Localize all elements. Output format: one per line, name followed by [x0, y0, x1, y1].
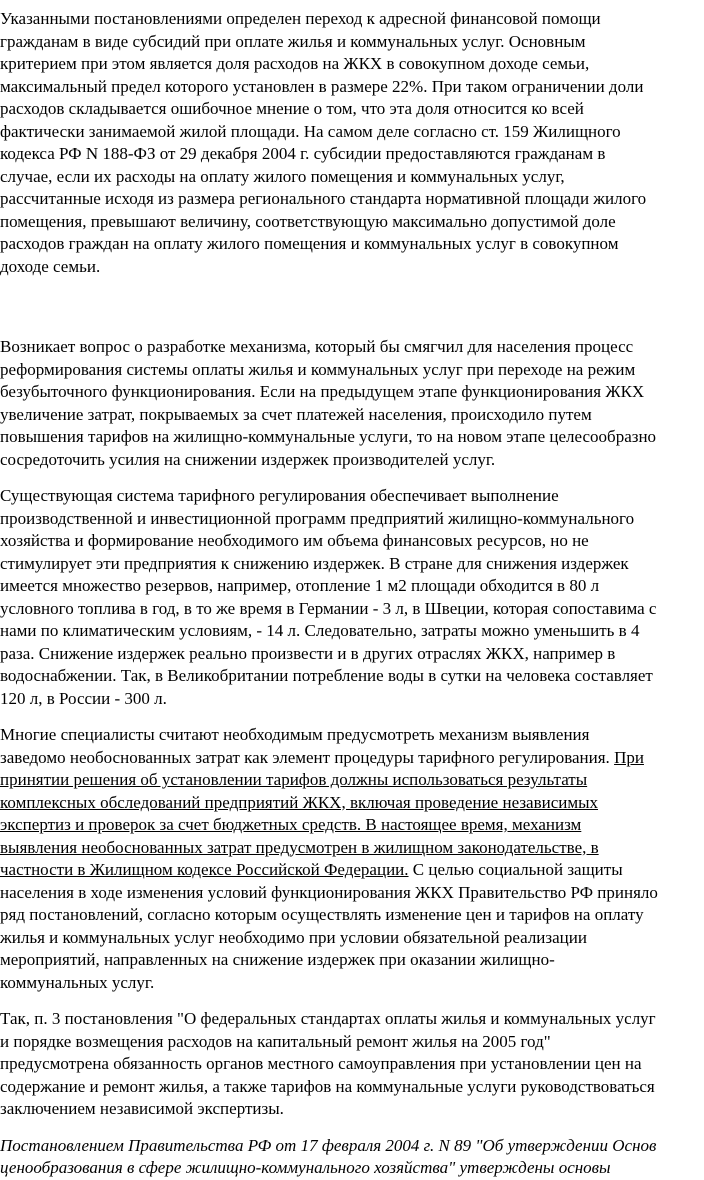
text-line: расходов граждан на оплату жилого помещения и коммунальных услуг в совокупном — [0, 234, 619, 253]
text-line: водоснабжении. Так, в Великобритании потребление воды в сутки на человека составляет — [0, 666, 653, 685]
text-line: ряд постановлений, согласно которым осуществлять изменение цен и тарифов на оплату — [0, 905, 644, 924]
italic-text-line: ценообразования в сфере жилищно-коммунального хозяйства" утверждены основы — [0, 1158, 611, 1177]
text-line — [0, 747, 704, 770]
text-line: Указанными постановлениями определен переход к адресной финансовой помощи — [0, 9, 601, 28]
text-line: доходе семьи. — [0, 256, 101, 276]
text-line: раза. Снижение издержек реально произвести и в других отраслях ЖКХ, например в — [0, 643, 616, 663]
underlined-text: При — [614, 747, 644, 767]
underlined-text-line: экспертиз и проверок за счет бюджетных средств. В настоящее время, механизм — [0, 815, 582, 834]
text-line: коммунальных услуг. — [0, 972, 155, 992]
text-line: расходов складывается ошибочное мнение о том, что эта доля относится ко всей — [0, 99, 584, 118]
plain-text: С целью социальной защиты — [408, 860, 623, 879]
text-line: предусмотрена обязанность органов местного самоуправления при установлении цен на — [0, 1054, 642, 1073]
text-line: мероприятий, направленных на снижение издержек при оказании жилищно- — [0, 950, 555, 969]
underlined-text-line: выявления необоснованных затрат предусмотрен в жилищном законодательстве, в — [0, 837, 599, 857]
text-line: Возникает вопрос о разработке механизма, который бы смягчил для населения процесс — [0, 337, 634, 356]
text-line: имеется множество резервов, например, отопление 1 м2 площади обходится в 80 л — [0, 576, 600, 595]
text-line: максимальный предел которого установлен в размере 22%. При таком ограничении доли — [0, 76, 644, 96]
text-line: заключением независимой экспертизы. — [0, 1099, 284, 1118]
paragraph-federal-standards — [0, 1008, 704, 1121]
text-line: хозяйства и формирование необходимого им объема финансовых ресурсов, но не — [0, 531, 589, 550]
text-line: повышения тарифов на жилищно-коммунальные услуги, то на новом этапе целесообразно — [0, 427, 657, 446]
text-line: увеличение затрат, покрываемых за счет платежей населения, происходило путем — [0, 404, 592, 424]
text-line: кодекса РФ N 188-ФЗ от 29 декабря 2004 г. субсидии предоставляются гражданам в — [0, 144, 606, 163]
text-line: Существующая система тарифного регулирования обеспечивает выполнение — [0, 486, 559, 505]
paragraph-mechanism — [0, 336, 704, 471]
text-line: жилья и коммунальных услуг необходимо при условии обязательной реализации — [0, 927, 587, 947]
text-line: условного топлива в год, в то же время в Германии - 3 л, в Швеции, которая сопоставима с — [0, 598, 657, 618]
underlined-text-line: комплексных обследований предприятий ЖКХ, включая проведение независимых — [0, 792, 599, 812]
text-line: реформирования системы оплаты жилья и коммунальных услуг при переходе на режим — [0, 359, 636, 379]
text-line: Так, п. 3 постановления "О федеральных стандартах оплаты жилья и коммунальных услуг — [0, 1009, 656, 1028]
italic-text-line: Постановлением Правительства РФ от 17 февраля 2004 г. N 89 "Об утверждении Основ — [0, 1135, 657, 1155]
text-line: помещения, превышают величину, соответствующую максимально допустимой доле — [0, 211, 616, 231]
paragraph-tariff-system — [0, 485, 704, 710]
underlined-text: частности в Жилищном кодексе Российской Федерации. — [0, 860, 409, 879]
underlined-text-line: принятии решения об установлении тарифов должны использоваться результаты — [0, 770, 588, 789]
text-line: и порядке возмещения расходов на капитальный ремонт жилья на 2005 год" — [0, 1031, 551, 1051]
text-line: рассчитанные исходя из размера регионального стандарта нормативной площади жилого — [0, 189, 647, 208]
text-line — [0, 859, 704, 882]
text-line: фактически занимаемой жилой площади. На самом деле согласно ст. 159 Жилищного — [0, 121, 621, 141]
paragraph-subsidies — [0, 8, 704, 278]
text-line: стимулирует эти предприятия к снижению издержек. В стране для снижения издержек — [0, 553, 629, 573]
text-line: случае, если их расходы на оплату жилого помещения и коммунальных услуг, — [0, 166, 565, 186]
text-line: нами по климатическим условиям, - 14 л. Следовательно, затраты можно уменьшить в 4 — [0, 621, 640, 640]
text-line: содержание и ремонт жилья, а также тарифов на коммунальные услуги руководствоваться — [0, 1076, 655, 1096]
text-line: критерием при этом является доля расходов на ЖКХ в совокупном доходе семьи, — [0, 54, 590, 73]
text-line: безубыточного функционирования. Если на предыдущем этапе функционирования ЖКХ — [0, 382, 645, 401]
paragraph-resolution-89 — [0, 1135, 704, 1180]
text-line: 120 л, в России - 300 л. — [0, 688, 167, 708]
plain-text: заведомо необоснованных затрат как элемент процедуры тарифного регулирования. — [0, 747, 615, 767]
paragraph-gap — [0, 292, 704, 336]
text-line: гражданам в виде субсидий при оплате жилья и коммунальных услуг. Основным — [0, 31, 586, 51]
text-line: сосредоточить усилия на снижении издержек производителей услуг. — [0, 449, 496, 469]
text-line: Многие специалисты считают необходимым предусмотреть механизм выявления — [0, 725, 590, 744]
text-line: населения в ходе изменения условий функционирования ЖКХ Правительство РФ приняло — [0, 882, 658, 902]
paragraph-specialists — [0, 724, 704, 994]
text-line: производственной и инвестиционной программ предприятий жилищно-коммунального — [0, 508, 635, 528]
